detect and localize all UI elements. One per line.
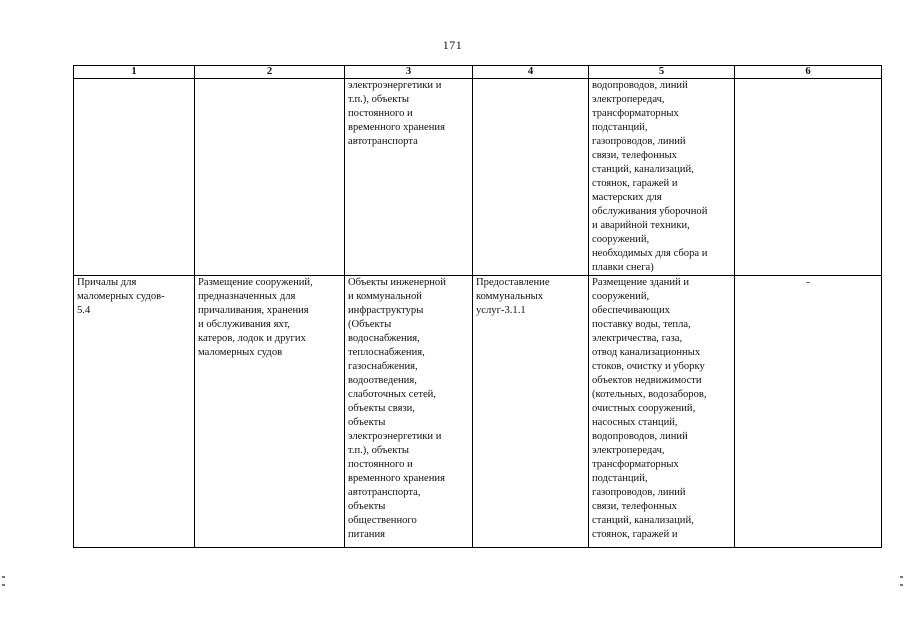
cell-text: электроэнергетики и т.п.), объекты постоянного и временного хранения автотранспорта (348, 80, 445, 147)
cell-text: водопроводов, линий электропередач, трансформаторных подстанций, газопроводов, линий связи, телефонных станций, канализаций, стоянок, гаражей и мастерских для обслуживания уборочной и аварийной техники, сооружений, необходимых для сбора и плавки снега) (592, 80, 708, 273)
column-header-1: 1 (74, 66, 195, 79)
table-cell (589, 276, 735, 548)
cell-text: - (806, 277, 810, 288)
table-cell (589, 79, 735, 276)
table-cell (74, 79, 195, 276)
table-header-row (74, 66, 882, 79)
table-cell (473, 276, 589, 548)
scan-mark (900, 584, 903, 586)
table-cell (74, 276, 195, 548)
page-number: 171 (442, 38, 463, 52)
column-header-4: 4 (473, 66, 589, 79)
column-header-6: 6 (735, 66, 882, 79)
cell-text: Объекты инженерной и коммунальной инфраструктуры (Объекты водоснабжения, теплоснабжения, газоснабжения, водоотведения, слаботочных сетей, объекты связи, объекты электроэнергетики и т.п.), объекты постоянного и временного хранения автотранспорта, объекты общественного питания (348, 277, 446, 540)
cell-text: Размещение зданий и сооружений, обеспечивающих поставку воды, тепла, электричества, газа, отвод канализационных стоков, очистку и уборку объектов недвижимости (котельных, водозаборов, очистных сооружений, насосных станций, водопроводов, линий электропередач, трансформаторных подстанций, газопроводов, линий связи, телефонных станций, канализаций, стоянок, гаражей и (592, 277, 707, 540)
table-cell (345, 79, 473, 276)
table-cell (473, 79, 589, 276)
table-row (74, 276, 882, 548)
column-header-3: 3 (345, 66, 473, 79)
scan-mark (2, 576, 5, 578)
table-cell (735, 79, 882, 276)
table-cell (195, 276, 345, 548)
object-name-text: Причалы для маломерных судов- 5.4 (77, 277, 165, 316)
table-cell (345, 276, 473, 548)
column-header-5: 5 (589, 66, 735, 79)
cell-text: Предоставление коммунальных услуг-3.1.1 (476, 277, 550, 316)
table-row (74, 79, 882, 276)
scan-mark (2, 584, 5, 586)
table-cell (735, 276, 882, 548)
table-cell (195, 79, 345, 276)
land-use-table (73, 65, 882, 548)
column-header-2: 2 (195, 66, 345, 79)
description-text: Размещение сооружений, предназначенных для причаливания, хранения и обслуживания яхт, катеров, лодок и других маломерных судов (198, 277, 313, 358)
scan-mark (900, 576, 903, 578)
